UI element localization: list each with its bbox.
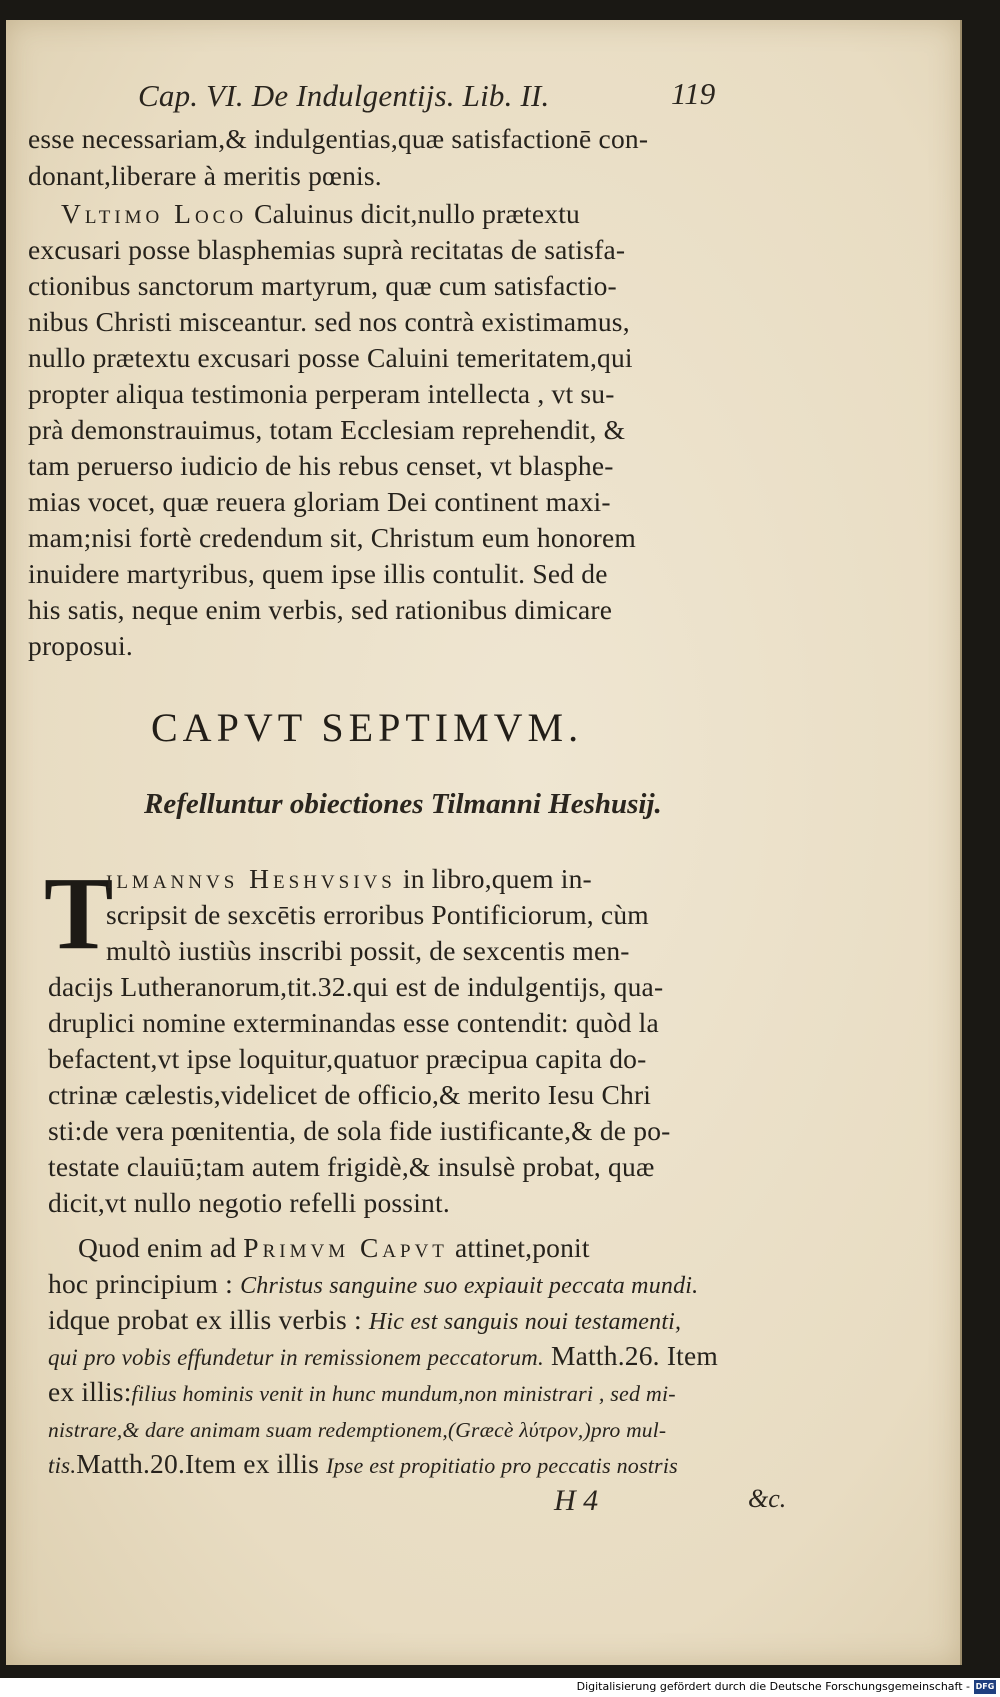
book-page bbox=[6, 20, 962, 1665]
italic-quote: tis. bbox=[48, 1453, 77, 1478]
italic-quote: nistrare,& dare animam suam redemptionem,(Græcè λύτρον,)pro mul- bbox=[48, 1418, 667, 1442]
text-line: dacijs Lutheranorum,tit.32.qui est de indulgentijs, qua- bbox=[48, 971, 664, 1002]
smallcaps-lead: Vltimo Loco bbox=[61, 198, 248, 229]
italic-quote: filius hominis venit in hunc mundum,non ministrari , sed mi- bbox=[131, 1381, 676, 1406]
text-run: hoc principium : bbox=[48, 1268, 233, 1299]
italic-quote: Christus sanguine suo expiauit peccata mundi. bbox=[240, 1273, 699, 1299]
text-line bbox=[48, 1376, 676, 1408]
text-line bbox=[48, 1268, 698, 1300]
text-run: in libro,quem in- bbox=[402, 863, 592, 894]
text-line: ctrinæ cælestis,videlicet de officio,& merito Iesu Chri bbox=[48, 1079, 652, 1110]
text-line: propter aliqua testimonia perperam intellecta , vt su- bbox=[28, 378, 615, 409]
text-line: druplici nomine exterminandas esse contendit: quòd la bbox=[48, 1007, 659, 1038]
text-line: prà demonstrauimus, totam Ecclesiam reprehendit, & bbox=[28, 414, 626, 445]
italic-quote: Hic est sanguis noui testamenti, bbox=[368, 1309, 682, 1335]
text-line: mias vocet, quæ reuera gloriam Dei continent maxi- bbox=[28, 486, 611, 517]
text-run: attinet,ponit bbox=[455, 1232, 590, 1263]
text-line bbox=[48, 1340, 718, 1372]
text-run: ex illis: bbox=[48, 1376, 132, 1407]
text-run: Matth.20.Item ex illis bbox=[76, 1448, 319, 1479]
chapter-title: CAPVT SEPTIMVM. bbox=[151, 705, 584, 750]
text-line: tam peruerso iudicio de his rebus censet, vt blasphe- bbox=[28, 450, 614, 481]
text-line: nullo prætextu excusari posse Caluini temeritatem,qui bbox=[28, 342, 633, 373]
text-line: ctionibus sanctorum martyrum, quæ cum satisfactio- bbox=[28, 270, 617, 301]
text-line: esse necessariam,& indulgentias,quæ satisfactionē con- bbox=[28, 123, 649, 154]
text-line: nibus Christi misceantur. sed nos contrà existimamus, bbox=[28, 306, 630, 337]
text-line: multò iustiùs inscribi possit, de sexcentis men- bbox=[106, 935, 630, 966]
italic-quote: qui pro vobis effundetur in remissionem peccatorum. bbox=[48, 1345, 544, 1370]
italic-quote: Ipse est propitiatio pro peccatis nostris bbox=[326, 1453, 678, 1478]
text-run: Matth.26. Item bbox=[551, 1340, 719, 1371]
text-line bbox=[48, 1412, 666, 1444]
folio-number: 119 bbox=[671, 76, 716, 111]
drop-cap: T bbox=[44, 856, 114, 971]
signature-mark: H 4 bbox=[554, 1484, 599, 1517]
chapter-subtitle: Refelluntur obiectiones Tilmanni Heshusij. bbox=[144, 788, 662, 820]
text-line: dicit,vt nullo negotio refelli possint. bbox=[48, 1187, 450, 1218]
text-run: Quod enim ad bbox=[78, 1232, 237, 1263]
text-line bbox=[78, 1232, 590, 1264]
catchword: &c. bbox=[748, 1484, 787, 1513]
footer-credit: Digitalisierung gefördert durch die Deutsche Forschungsgemeinschaft - bbox=[576, 1680, 970, 1693]
text-run: idque probat ex illis verbis : bbox=[48, 1304, 362, 1335]
text-line: his satis, neque enim verbis, sed rationibus dimicare bbox=[28, 594, 613, 625]
text-line: donant,liberare à meritis pœnis. bbox=[28, 160, 382, 191]
text-line bbox=[61, 198, 580, 230]
text-line: testate clauiū;tam autem frigidè,& insulsè probat, quæ bbox=[48, 1151, 655, 1182]
text-line: scripsit de sexcētis erroribus Pontificiorum, cùm bbox=[106, 899, 649, 930]
text-run: Caluinus dicit,nullo prætextu bbox=[254, 198, 580, 229]
text-line: sti:de vera pœnitentia, de sola fide iustificante,& de po- bbox=[48, 1115, 671, 1146]
smallcaps-lead: Primvm Capvt bbox=[243, 1232, 448, 1263]
text-line: excusari posse blasphemias suprà recitatas de satisfa- bbox=[28, 234, 626, 265]
text-line bbox=[106, 863, 592, 895]
smallcaps-lead: ilmannvs Heshvsivs bbox=[106, 863, 396, 894]
dfg-logo-icon: DFG bbox=[974, 1680, 996, 1694]
text-line bbox=[48, 1448, 678, 1480]
text-line: mam;nisi fortè credendum sit, Christum eum honorem bbox=[28, 522, 637, 553]
text-line bbox=[48, 1304, 681, 1336]
text-line: proposui. bbox=[28, 630, 133, 661]
text-line: befactent,vt ipse loquitur,quatuor præcipua capita do- bbox=[48, 1043, 647, 1074]
text-line: inuidere martyribus, quem ipse illis contulit. Sed de bbox=[28, 558, 608, 589]
running-head: Cap. VI. De Indulgentijs. Lib. II. bbox=[138, 78, 550, 113]
